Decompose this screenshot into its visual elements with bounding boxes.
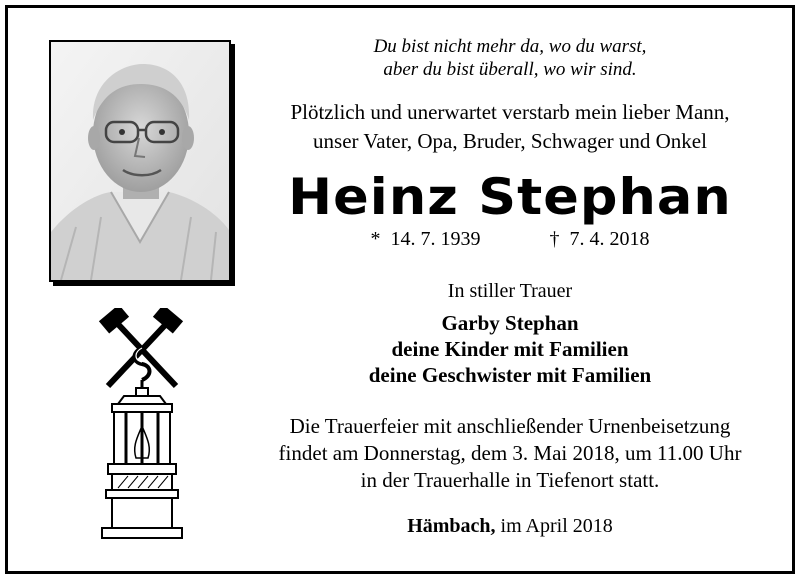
death-date — [550, 226, 650, 252]
verse-line: Du bist nicht mehr da, wo du warst, — [373, 36, 647, 57]
death-announcement — [245, 98, 775, 156]
hammer-and-pick-with-miners-lamp-icon — [98, 308, 186, 542]
death-date-value: 7. 4. 2018 — [569, 228, 650, 250]
mourning-heading: In stiller Trauer — [447, 280, 573, 302]
announcement-line: Plötzlich und unerwartet verstarb mein lieber Mann, — [290, 100, 730, 124]
birth-date — [371, 226, 481, 252]
place-and-date — [245, 513, 775, 539]
bereaved-name: Garby Stephan — [441, 311, 579, 335]
death-sign: † — [549, 228, 560, 250]
verse — [245, 35, 775, 81]
verse-line: aber du bist überall, wo wir sind. — [383, 59, 637, 80]
funeral-line: in der Trauerhalle in Tiefenort statt. — [360, 468, 660, 492]
place-name: Hämbach, — [407, 515, 496, 537]
announcement-line: unser Vater, Opa, Bruder, Schwager und Onkel — [313, 129, 707, 153]
bereaved-name: deine Geschwister mit Familien — [368, 363, 652, 387]
funeral-line: findet am Donnerstag, dem 3. Mai 2018, um 11.00 Uhr — [278, 441, 742, 465]
birth-date-value: 14. 7. 1939 — [390, 228, 481, 250]
funeral-line: Die Trauerfeier mit anschließender Urnenbeisetzung — [289, 414, 731, 438]
portrait-photo — [49, 40, 231, 282]
deceased-name: Heinz Stephan — [288, 168, 732, 226]
closing-date: im April 2018 — [500, 515, 613, 537]
bereaved-list — [245, 310, 775, 388]
bereaved-name: deine Kinder mit Familien — [391, 337, 629, 361]
birth-sign: * — [370, 228, 381, 250]
funeral-details — [245, 413, 775, 494]
life-dates — [245, 226, 775, 252]
